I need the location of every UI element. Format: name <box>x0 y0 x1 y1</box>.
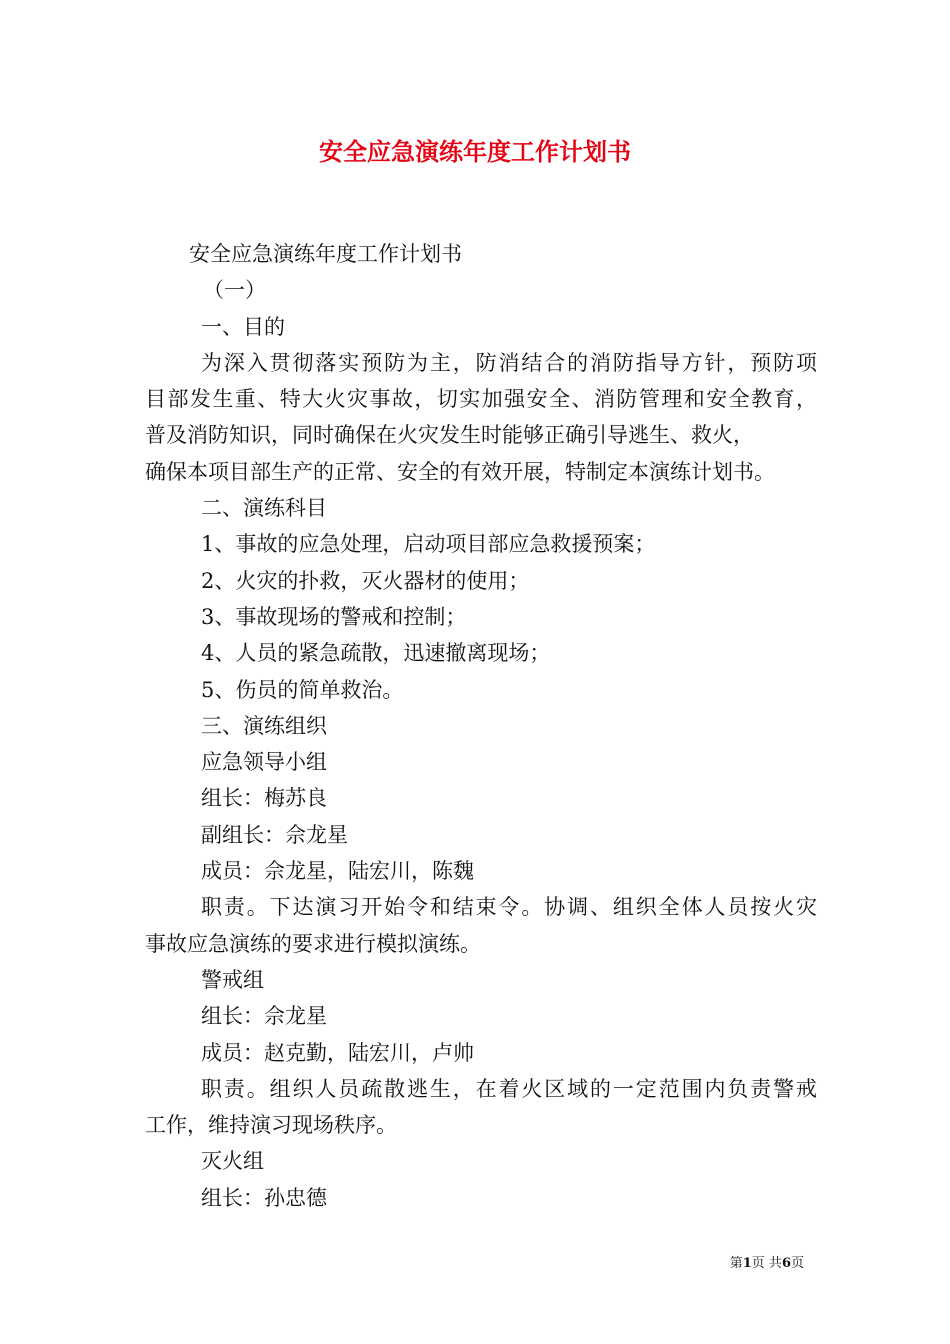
paragraph-line: 职责。下达演习开始令和结束令。协调、组织全体人员按火灾 <box>201 895 817 920</box>
list-item: 5、伤员的简单救治。 <box>201 677 404 702</box>
paragraph-line: 确保本项目部生产的正常、安全的有效开展，特制定本演练计划书。 <box>145 459 775 484</box>
section-number-line: （一） <box>203 278 266 303</box>
paragraph-line: 工作，维持演习现场秩序。 <box>145 1113 397 1138</box>
footer-current-page: 1 <box>742 1256 752 1271</box>
paragraph-line: 事故应急演练的要求进行模拟演练。 <box>145 931 481 956</box>
paragraph-line: 普及消防知识，同时确保在火灾发生时能够正确引导逃生、救火， <box>145 423 754 448</box>
document-body <box>145 236 817 1216</box>
paragraph-line: 目部发生重、特大火灾事故，切实加强安全、消防管理和安全教育， <box>145 387 817 412</box>
section-heading: 二、演练科目 <box>201 496 327 521</box>
footer-middle: 页 共 <box>751 1256 782 1271</box>
group-name: 应急领导小组 <box>201 750 327 775</box>
list-item: 1、事故的应急处理，启动项目部应急救援预案； <box>201 532 656 557</box>
group-name: 警戒组 <box>201 967 264 992</box>
document-title: 安全应急演练年度工作计划书 <box>319 137 631 166</box>
footer-prefix: 第 <box>729 1256 743 1271</box>
group-name: 灭火组 <box>201 1149 264 1174</box>
footer-total-pages: 6 <box>781 1256 791 1271</box>
footer-suffix: 页 <box>790 1256 804 1271</box>
paragraph-line: 为深入贯彻落实预防为主，防消结合的消防指导方针，预防项 <box>201 350 817 375</box>
list-item: 2、火灾的扑救，灭火器材的使用； <box>201 568 530 593</box>
subtitle-line: 安全应急演练年度工作计划书 <box>189 242 462 266</box>
group-leader: 组长：佘龙星 <box>201 1004 327 1029</box>
section-heading: 三、演练组织 <box>201 713 327 738</box>
group-members: 成员：赵克勤，陆宏川，卢帅 <box>201 1040 474 1065</box>
paragraph-line: 职责。组织人员疏散逃生，在着火区域的一定范围内负责警戒 <box>201 1076 817 1101</box>
group-leader: 组长：梅苏良 <box>201 786 327 811</box>
group-members: 成员：佘龙星，陆宏川，陈魏 <box>201 859 474 884</box>
group-deputy: 副组长：佘龙星 <box>201 822 348 847</box>
list-item: 4、人员的紧急疏散，迅速撤离现场； <box>201 641 551 666</box>
group-leader: 组长：孙忠德 <box>201 1185 327 1210</box>
list-item: 3、事故现场的警戒和控制； <box>201 604 467 629</box>
page-number-footer <box>730 1252 804 1271</box>
section-heading: 一、目的 <box>201 314 285 339</box>
